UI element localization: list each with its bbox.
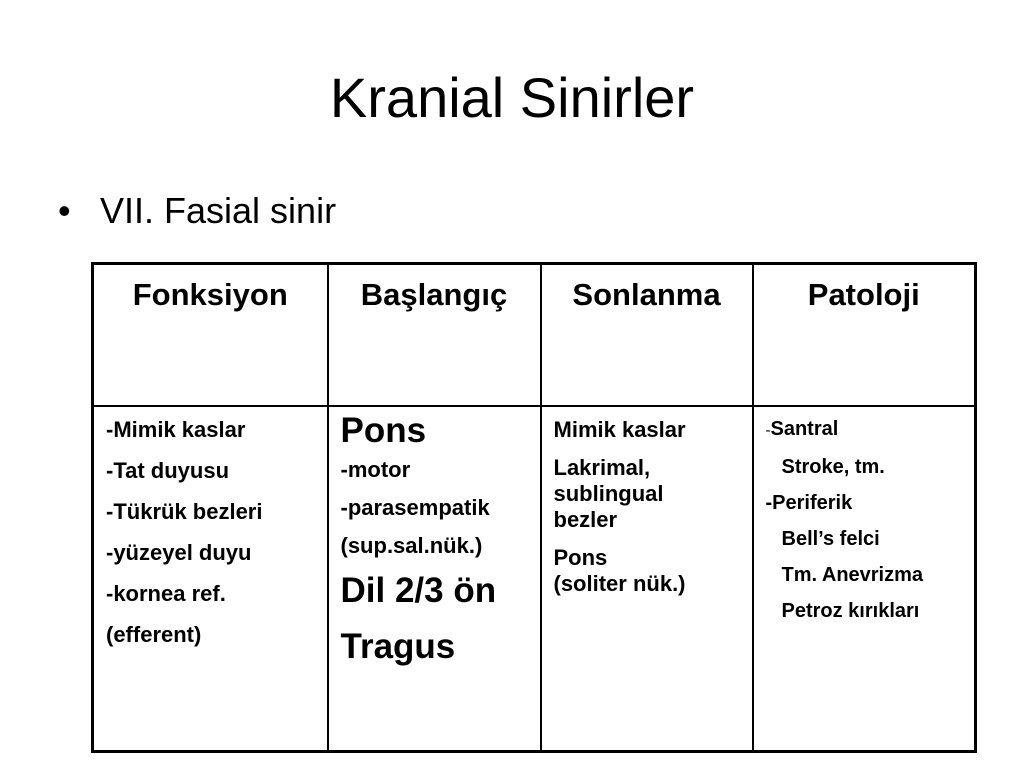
cranial-nerve-table	[91, 262, 977, 753]
fonksiyon-item: (efferent)	[106, 622, 202, 647]
fonksiyon-item: -Tükrük bezleri	[106, 499, 263, 524]
baslangic-sup-sal-nuk: (sup.sal.nük.)	[340, 533, 483, 558]
baslangic-tragus: Tragus	[340, 627, 456, 666]
sonlanma-soliter-line: (soliter nük.)	[553, 571, 686, 596]
fonksiyon-item: -kornea ref.	[106, 581, 226, 606]
bullet-text: VII. Fasial sinir	[100, 190, 337, 231]
cell-patoloji	[753, 406, 976, 752]
table-row	[93, 406, 976, 752]
bullet-item	[58, 190, 336, 232]
header-baslangic: Başlangıç	[328, 264, 541, 407]
patoloji-santral-label: Santral	[770, 418, 839, 440]
fonksiyon-item: -yüzeyel duyu	[106, 540, 252, 565]
table-header-row	[93, 264, 976, 407]
patoloji-petroz: Petroz kırıkları	[781, 600, 920, 622]
patoloji-periferik: -Periferik	[765, 492, 853, 514]
sonlanma-bezler-line: bezler	[553, 507, 618, 532]
bullet-marker: •	[58, 190, 71, 231]
sonlanma-mimik: Mimik kaslar	[553, 417, 686, 442]
baslangic-motor: -motor	[340, 457, 411, 482]
baslangic-dil: Dil 2/3 ön	[340, 571, 497, 610]
cell-sonlanma	[541, 406, 753, 752]
cell-fonksiyon	[93, 406, 328, 752]
slide-title: Kranial Sinirler	[329, 66, 695, 129]
fonksiyon-item: -Mimik kaslar	[106, 417, 246, 442]
cell-baslangic	[328, 406, 541, 752]
sonlanma-pons-line: Pons	[553, 545, 608, 570]
sonlanma-pons	[554, 545, 752, 597]
sonlanma-bezler	[554, 455, 752, 533]
patoloji-bells: Bell’s felci	[781, 528, 880, 550]
patoloji-anevrizma: Tm. Anevrizma	[781, 564, 924, 586]
baslangic-pons: Pons	[340, 411, 427, 450]
baslangic-parasempatik: -parasempatik	[340, 495, 490, 520]
sonlanma-bezler-line: Lakrimal,	[553, 455, 651, 480]
header-fonksiyon: Fonksiyon	[93, 264, 328, 407]
patoloji-santral-dash: -	[765, 422, 771, 439]
header-patoloji: Patoloji	[753, 264, 976, 407]
patoloji-santral	[766, 417, 975, 443]
header-sonlanma: Sonlanma	[541, 264, 753, 407]
patoloji-stroke: Stroke, tm.	[781, 456, 885, 478]
fonksiyon-item: -Tat duyusu	[106, 458, 230, 483]
sonlanma-bezler-line: sublingual	[553, 481, 664, 506]
